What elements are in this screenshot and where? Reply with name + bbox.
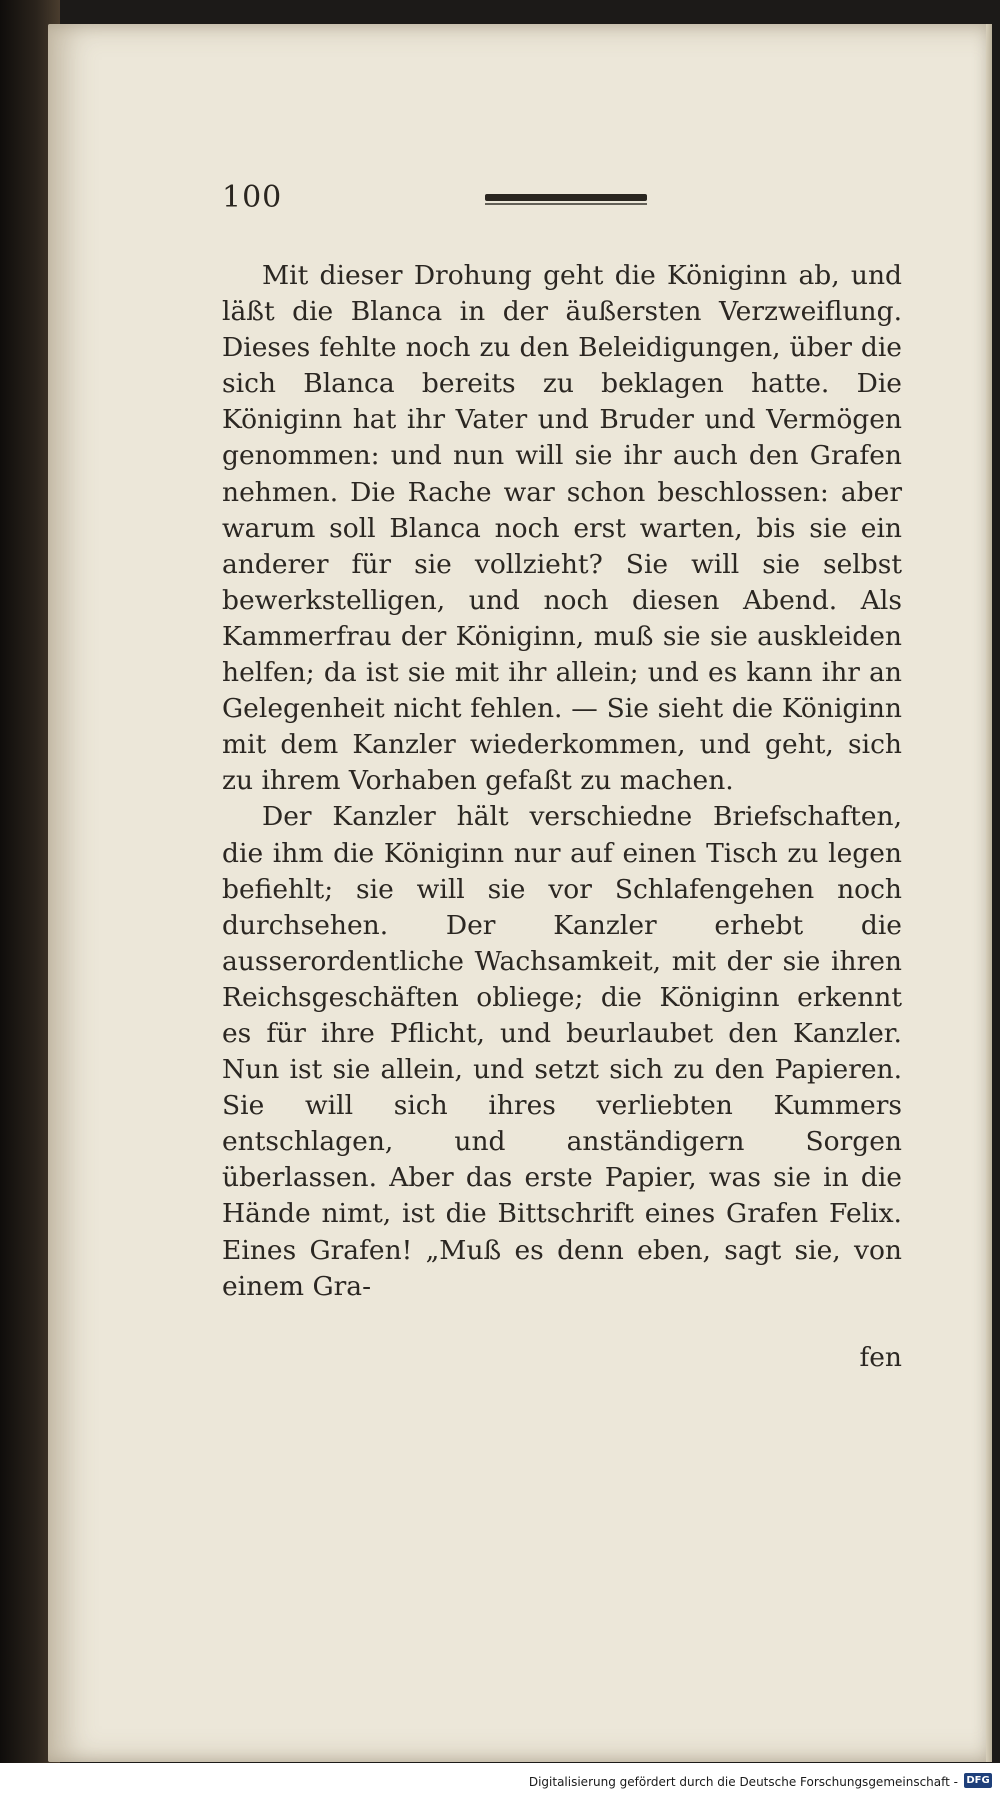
digitization-footer xyxy=(0,1763,1000,1811)
page-edge xyxy=(986,24,992,1762)
page-body xyxy=(222,258,902,1305)
page-header xyxy=(222,170,682,230)
page-number: 100 xyxy=(222,180,283,215)
paragraph-2: Der Kanzler hält verschiedne Briefschaften, die ihm die Königinn nur auf einen Tisch zu legen befiehlt; sie will sie vor Schlafengehen noch durchsehen. Der Kanzler erhebt die ausserordentliche Wachsamkeit, mit der sie ihren Reichsgeschäften obliege; die Königinn erkennt es für ihre Pflicht, und beurlaubet den Kanzler. Nun ist sie allein, und setzt sich zu den Papieren. Sie will sich ihres verliebten Kummers entschlagen, und anständigern Sorgen überlassen. Aber das erste Papier, was sie in die Hände nimt, ist die Bittschrift eines Grafen Felix. Eines Grafen! „Muß es denn eben, sagt sie, von einem Gra- xyxy=(222,801,902,1302)
funding-credit: Digitalisierung gefördert durch die Deutsche Forschungsgemeinschaft - xyxy=(528,1775,958,1789)
paragraph-1: Mit dieser Drohung geht die Königinn ab, und läßt die Blanca in der äußersten Verzweiflung. Dieses fehlte noch zu den Beleidigungen, über die sich Blanca bereits zu beklagen hatte. Die Königinn hat ihr Vater und Bruder und Vermögen genommen: und nun will sie ihr auch den Grafen nehmen. Die Rache war schon beschlossen: aber warum soll Blanca noch erst warten, bis sie ein anderer für sie vollzieht? Sie will sie selbst bewerkstelligen, und noch diesen Abend. Als Kammerfrau der Königinn, muß sie sie auskleiden helfen; da ist sie mit ihr allein; und es kann ihr an Gelegenheit nicht fehlen. — Sie sieht die Königinn mit dem Kanzler wiederkommen, und geht, sich zu ihrem Vorhaben gefaßt zu machen. xyxy=(222,260,902,797)
dfg-logo-icon: DFG xyxy=(964,1773,992,1788)
header-ornament-rule xyxy=(485,194,647,201)
catchword: fen xyxy=(859,1342,902,1373)
